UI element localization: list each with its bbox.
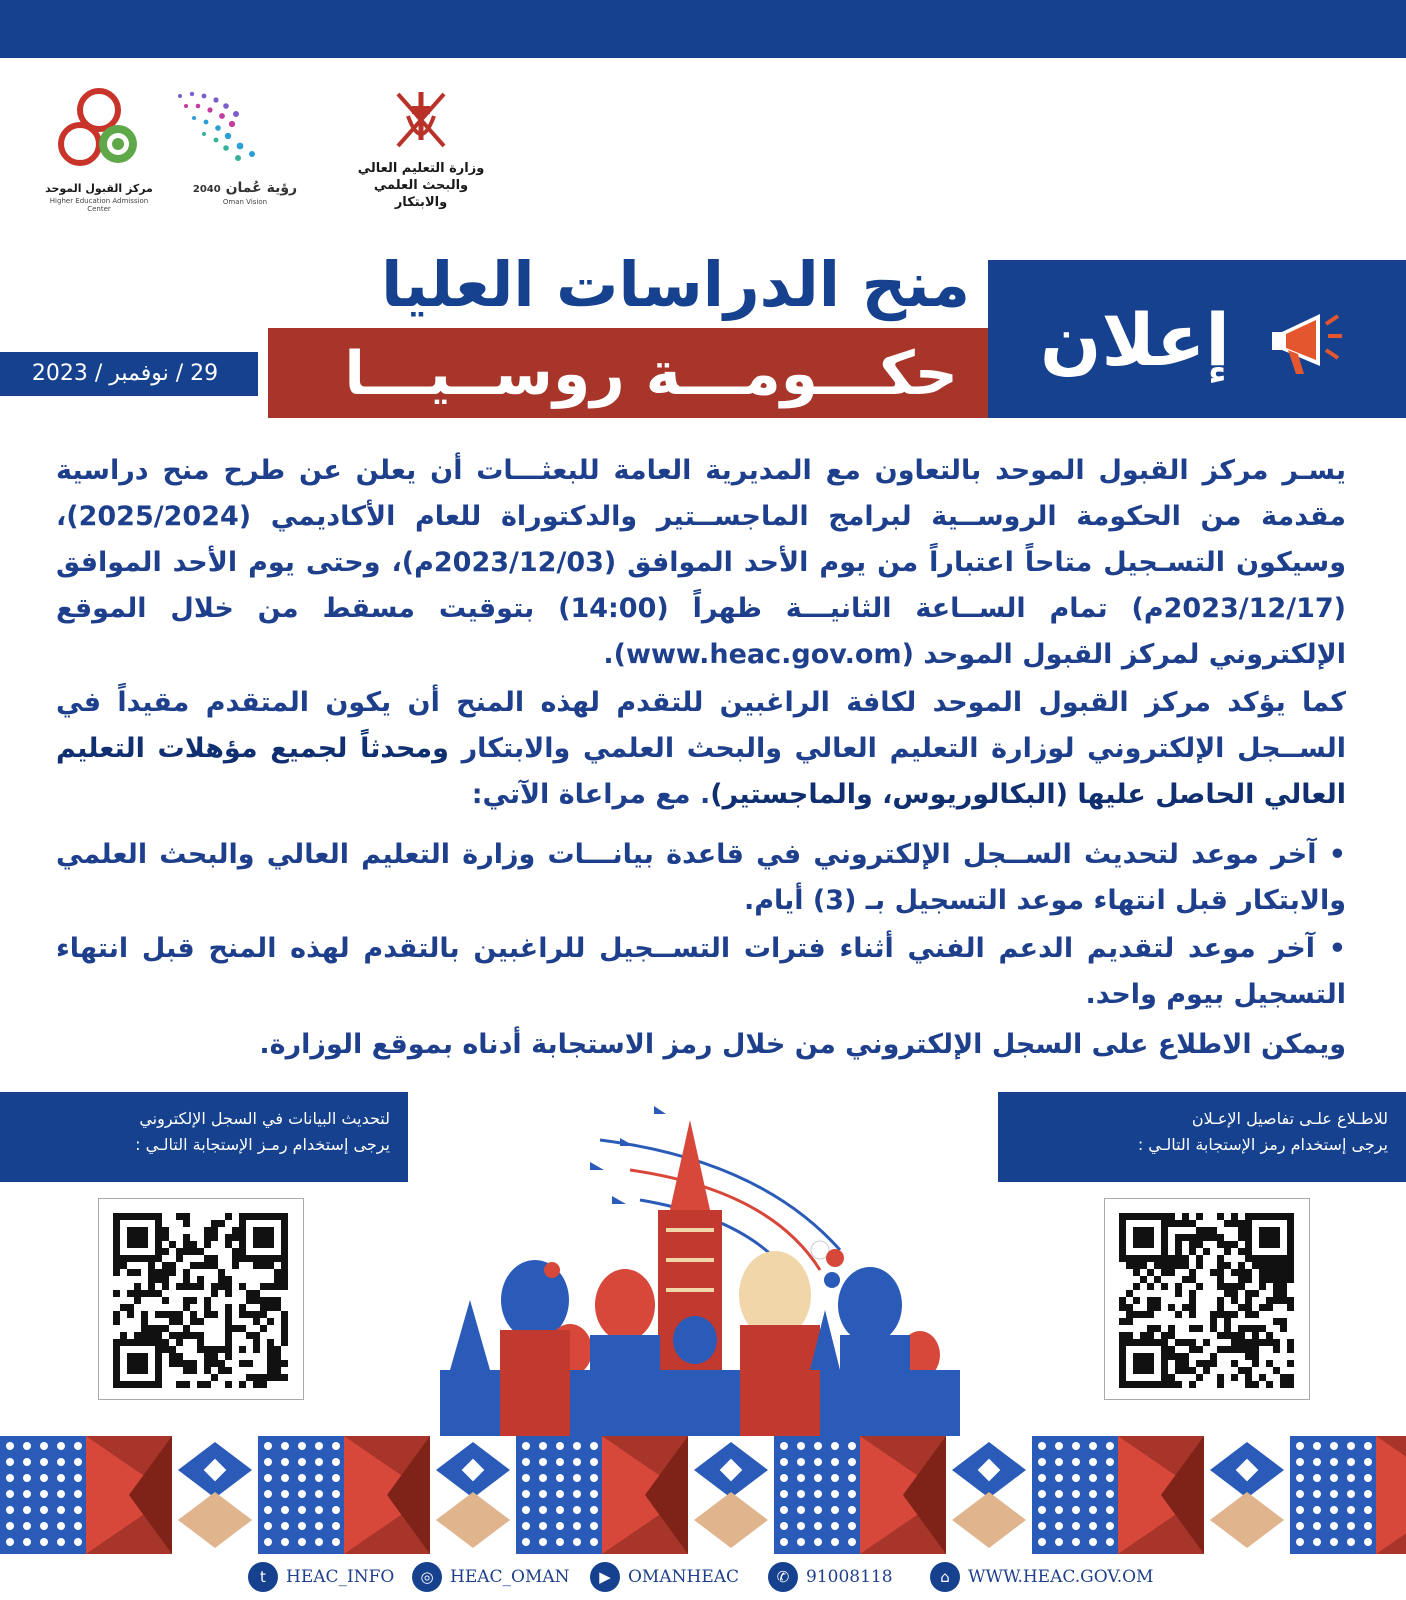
announcement-date: 29 / نوفمبر / 2023 bbox=[31, 361, 219, 386]
heac-subtitle: Higher Education Admission Center bbox=[49, 197, 149, 213]
qr-right-line1: للاطـلاع علـى تفاصيل الإعـلان bbox=[1191, 1109, 1388, 1128]
page-subtitle: حكـــومـــة روســيـــا bbox=[344, 339, 958, 409]
qr-code-icon bbox=[1105, 1199, 1309, 1399]
intro-paragraph: يسـر مركز القبول الموحد بالتعاون مع المديرية العامة للبعثـــات أن يعلن عن طرح منح دراسية مقدمة من الحكومة الروســية لبرامج الماجســتير والدكتوراة للعام الأكاديمي (2025/2024)، وسيكون التسـجيل متاحاً اعتباراً من يوم الأحد الموافق (2023/12/03م)، وحتى يوم الأحد الموافق (2023/12/17م) تمام الســاعة الثانيـــة ظهراً (14:00) بتوقيت مسقط من خلال الموقع الإلكتروني لمركز القبول الموحد (www.heac.gov.om). bbox=[56, 455, 1346, 670]
oman-khanjar-emblem-icon bbox=[346, 86, 496, 156]
announcement-label: إعلان bbox=[1040, 298, 1230, 382]
qr-left-line1: لتحديث البيانات في السجل الإلكتروني bbox=[139, 1109, 390, 1128]
twitter-handle: HEAC_INFO bbox=[286, 1567, 395, 1587]
footer-whatsapp[interactable] bbox=[768, 1560, 893, 1594]
footer-twitter[interactable] bbox=[248, 1560, 394, 1594]
twitter-icon: t bbox=[248, 1562, 278, 1592]
megaphone-icon bbox=[1262, 296, 1354, 388]
bullet-support-deadline: • آخر موعد لتقديم الدعم الفني أثناء فترات التســجيل للراغبين بالتقدم لهذه المنح قبل انتهاء التسجيل بيوم واحد. bbox=[56, 933, 1346, 1010]
qr-code-update-records[interactable] bbox=[98, 1198, 304, 1400]
ministry-logo bbox=[346, 86, 496, 210]
top-banner bbox=[0, 0, 1406, 58]
heac-name: مركز القبول الموحد bbox=[45, 182, 153, 195]
heac-logo bbox=[44, 86, 154, 213]
footer-instagram[interactable] bbox=[412, 1560, 570, 1594]
heac-emblem-icon bbox=[44, 86, 154, 176]
whatsapp-icon: ✆ bbox=[768, 1562, 798, 1592]
closing-paragraph: ويمكن الاطلاع على السجل الإلكتروني من خلال رمز الاستجابة أدناه بموقع الوزارة. bbox=[259, 1029, 1346, 1060]
footer-youtube[interactable] bbox=[590, 1560, 739, 1594]
vision-swirl-icon bbox=[160, 86, 330, 176]
vision-year: 2040 bbox=[192, 184, 221, 195]
requirement-text: كما يؤكد مركز القبول الموحد لكافة الراغبين للتقدم لهذه المنح أن يكون المتقدم مقيداً في الســجل الإلكتروني لوزارة التعليم العالي والبحث العلمي والابتكار bbox=[56, 687, 1347, 764]
youtube-handle: OMANHEAC bbox=[628, 1567, 740, 1587]
website-icon: ⌂ bbox=[930, 1562, 960, 1592]
qr-info-update-records bbox=[0, 1092, 408, 1182]
instagram-icon: ◎ bbox=[412, 1562, 442, 1592]
requirement-tail: . مع مراعاة الآتي: bbox=[471, 779, 711, 810]
qr-code-announcement[interactable] bbox=[1104, 1198, 1310, 1400]
youtube-icon: ▶ bbox=[590, 1562, 620, 1592]
website-url: WWW.HEAC.GOV.OM bbox=[968, 1567, 1154, 1587]
saint-basil-cathedral-illustration bbox=[440, 1100, 960, 1440]
footer-website[interactable] bbox=[930, 1560, 1153, 1594]
page-title: منح الدراسات العليا bbox=[381, 248, 970, 321]
qr-info-announcement bbox=[998, 1092, 1406, 1182]
bullet-update-deadline: • آخر موعد لتحديث الســجل الإلكتروني في قاعدة بيانـــات وزارة التعليم العالي والبحث العلمي والابتكار قبل انتهاء موعد التسجيل بـ (3) أيام. bbox=[56, 839, 1346, 916]
instagram-handle: HEAC_OMAN bbox=[450, 1567, 570, 1587]
requirement-emphasis: ومحدثاً لجميع مؤهلات التعليم العالي الحاصل عليها (البكالوريوس، والماجستير) bbox=[56, 733, 1346, 810]
vision-name bbox=[160, 180, 330, 198]
vision-2040-logo bbox=[160, 86, 330, 206]
requirement-paragraph bbox=[56, 680, 1346, 818]
ministry-name-line2: والبحث العلمي والابتكار bbox=[373, 178, 469, 210]
ministry-name-line1: وزارة التعليم العالي bbox=[357, 161, 485, 176]
qr-left-line2: يرجى إستخدام رمـز الإستجابة التالـي : bbox=[135, 1135, 390, 1154]
vision-subtitle: Oman Vision bbox=[222, 198, 268, 206]
qr-right-line2: يرجى إستخدام رمز الإستجابة التالـي : bbox=[1137, 1135, 1388, 1154]
whatsapp-number: 91008118 bbox=[806, 1567, 893, 1587]
qr-code-icon bbox=[99, 1199, 303, 1399]
vision-title: رؤية عُمان bbox=[225, 180, 298, 196]
decorative-pattern-strip bbox=[0, 1436, 1406, 1554]
